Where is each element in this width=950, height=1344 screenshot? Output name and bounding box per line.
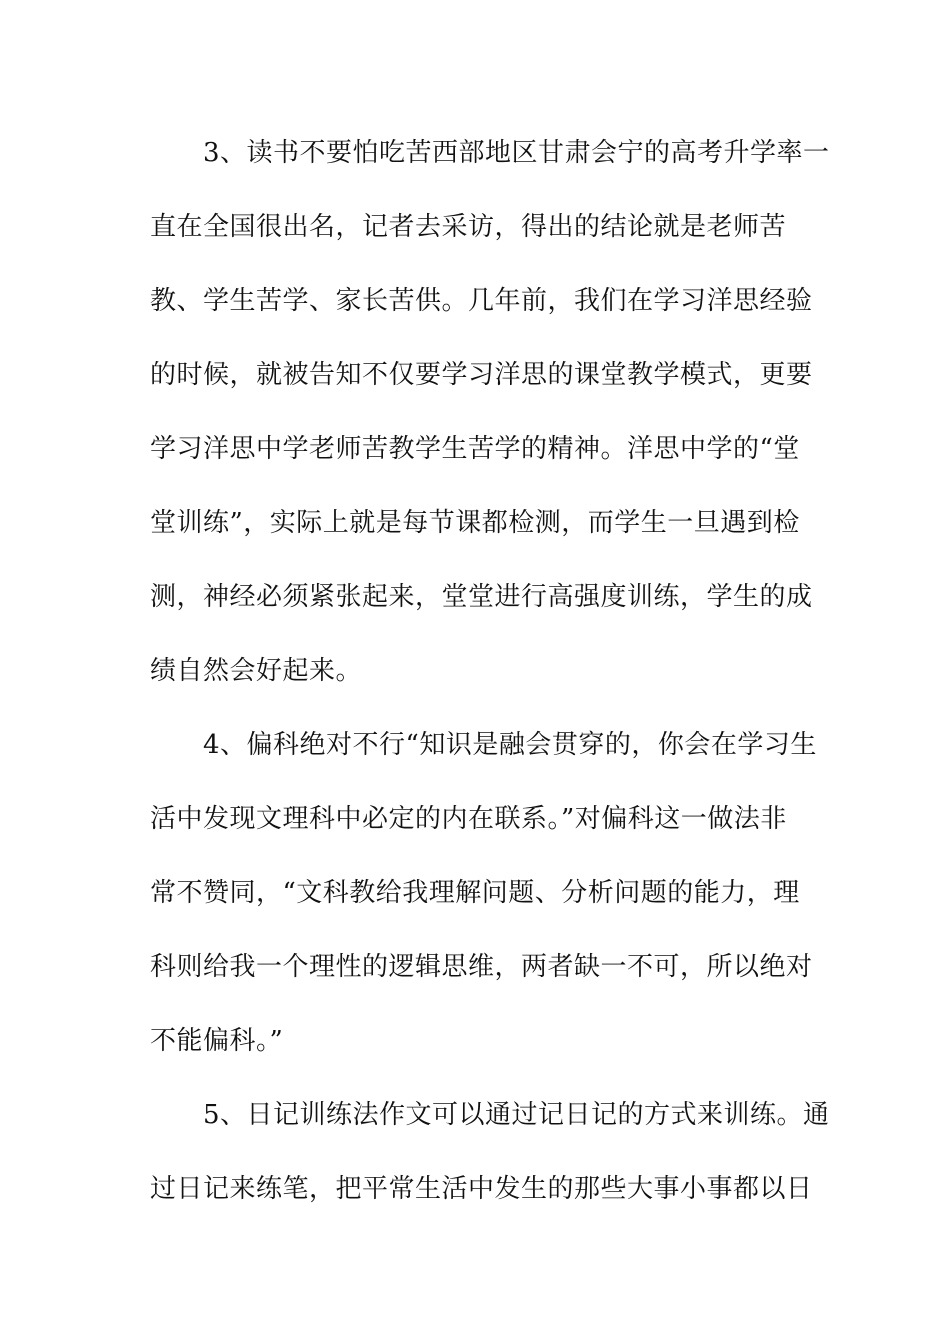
paragraph-3-line-2: 直在全国很出名，记者去采访，得出的结论就是老师苦	[150, 212, 787, 242]
paragraph-5-line-1: 5、日记训练法作文可以通过记日记的方式来训练。通	[203, 1100, 830, 1130]
paragraph-4-line-5: 不能偏科。”	[150, 1026, 284, 1056]
paragraph-3-line-7: 测，神经必须紧张起来，堂堂进行高强度训练，学生的成	[150, 582, 813, 612]
paragraph-4-line-4: 科则给我一个理性的逻辑思维，两者缺一不可，所以绝对	[150, 952, 813, 982]
paragraph-3-line-1: 3、读书不要怕吃苦西部地区甘肃会宁的高考升学率一	[203, 138, 830, 168]
paragraph-4-line-2: 活中发现文理科中必定的内在联系。”对偏科这一做法非	[150, 804, 787, 834]
paragraph-3-line-4: 的时候，就被告知不仅要学习洋思的课堂教学模式，更要	[150, 360, 813, 390]
paragraph-4-line-3: 常不赞同，“文科教给我理解问题、分析问题的能力，理	[150, 878, 800, 908]
paragraph-3-line-6: 堂训练”，实际上就是每节课都检测，而学生一旦遇到检	[150, 508, 800, 538]
paragraph-3-line-3: 教、学生苦学、家长苦供。几年前，我们在学习洋思经验	[150, 286, 813, 316]
paragraph-3-line-8: 绩自然会好起来。	[150, 656, 363, 686]
paragraph-5-line-2: 过日记来练笔，把平常生活中发生的那些大事小事都以日	[150, 1174, 813, 1204]
paragraph-3-line-5: 学习洋思中学老师苦教学生苦学的精神。洋思中学的“堂	[150, 434, 800, 464]
paragraph-4-line-1: 4、偏科绝对不行“知识是融会贯穿的，你会在学习生	[203, 730, 817, 760]
